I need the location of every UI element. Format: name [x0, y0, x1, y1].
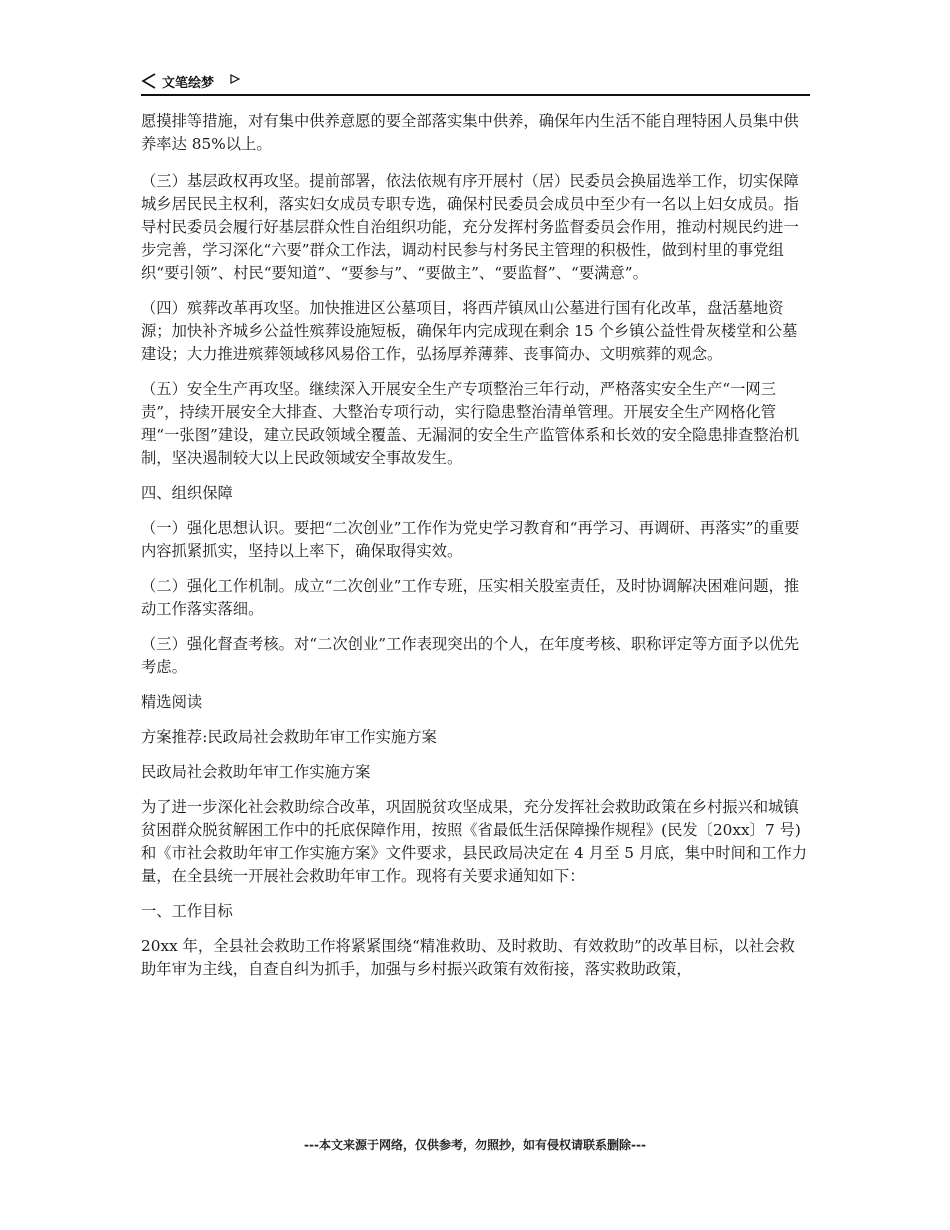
section-heading: 精选阅读: [141, 693, 203, 711]
brand-title: 文笔绘梦: [162, 76, 215, 91]
section-heading: 一、工作目标: [141, 902, 233, 920]
paragraph: （三）基层政权再攻坚。提前部署，依法依规有序开展村（居）民委员会换届选举工作，切实保障城乡居民民主权利，落实妇女成员专职专选，确保村民委员会成员中至少有一名以上妇女成员。指导村民委员会履行好基层群众性自治组织功能，充分发挥村务监督委员会作用，推动村规民约进一步完善，学习深化“六要”群众工作法，调动村民参与村务民主管理的积极性，做到村里的事党组织“要引领”、村民“要知道”、“要参与”、“要做主”、“要监督”、“要满意”。: [141, 172, 799, 282]
paragraph: （五）安全生产再攻坚。继续深入开展安全生产专项整治三年行动，严格落实安全生产“一网三责”，持续开展安全大排查、大整治专项行动，实行隐患整治清单管理。开展安全生产网格化管理“一张图”建设，建立民政领域全覆盖、无漏洞的安全生产监管体系和长效的安全隐患排查整治机制，坚决遏制较大以上民政领域安全事故发生。: [141, 380, 800, 467]
paragraph: （二）强化工作机制。成立“二次创业”工作专班，压实相关股室责任，及时协调解决困难问题，推动工作落实落细。: [141, 577, 800, 618]
header-rule: [141, 94, 810, 96]
paragraph: （三）强化督查考核。对“二次创业”工作表现突出的个人，在年度考核、职称评定等方面予以优先考虑。: [141, 635, 800, 676]
document-title: 民政局社会救助年审工作实施方案: [141, 763, 371, 781]
section-heading: 四、组织保障: [141, 484, 233, 502]
triangle-right-icon: [230, 74, 240, 84]
paragraph: （四）殡葬改革再攻坚。加快推进区公墓项目，将西芹镇凤山公墓进行国有化改革，盘活墓地资源；加快补齐城乡公益性殡葬设施短板，确保年内完成现在剩余 15 个乡镇公益性骨灰楼堂和公墓建设；大力推进殡葬领域移风易俗工作，弘扬厚养薄葬、丧事简办、文明殡葬的观念。: [141, 299, 798, 363]
paragraph: （一）强化思想认识。要把“二次创业”工作作为党史学习教育和“再学习、再调研、再落实”的重要内容抓紧抓实，坚持以上率下，确保取得实效。: [141, 519, 800, 560]
paragraph: 20xx 年，全县社会救助工作将紧紧围绕“精准救助、及时救助、有效救助”的改革目标，以社会救助年审为主线，自查自纠为抓手，加强与乡村振兴政策有效衔接，落实救助政策，: [141, 937, 795, 978]
triangle-left-icon: [141, 73, 157, 89]
paragraph: 愿摸排等措施，对有集中供养意愿的要全部落实集中供养，确保年内生活不能自理特困人员集中供养率达 85%以上。: [141, 112, 799, 153]
footer-notice: ---本文来源于网络，仅供参考，勿照抄，如有侵权请联系删除---: [304, 1138, 646, 1152]
document-body: [141, 110, 810, 993]
recommendation-title: 方案推荐:民政局社会救助年审工作实施方案: [141, 728, 437, 746]
page-header: [141, 70, 810, 96]
paragraph: 为了进一步深化社会救助综合改革，巩固脱贫攻坚成果，充分发挥社会救助政策在乡村振兴和城镇贫困群众脱贫解困工作中的托底保障作用，按照《省最低生活保障操作规程》(民发〔20xx〕7 号)和《市社会救助年审工作实施方案》文件要求，县民政局决定在 4 月至 5 月底，集中时间和工作力量，在全县统一开展社会救助年审工作。现将有关要求通知如下：: [141, 798, 808, 885]
